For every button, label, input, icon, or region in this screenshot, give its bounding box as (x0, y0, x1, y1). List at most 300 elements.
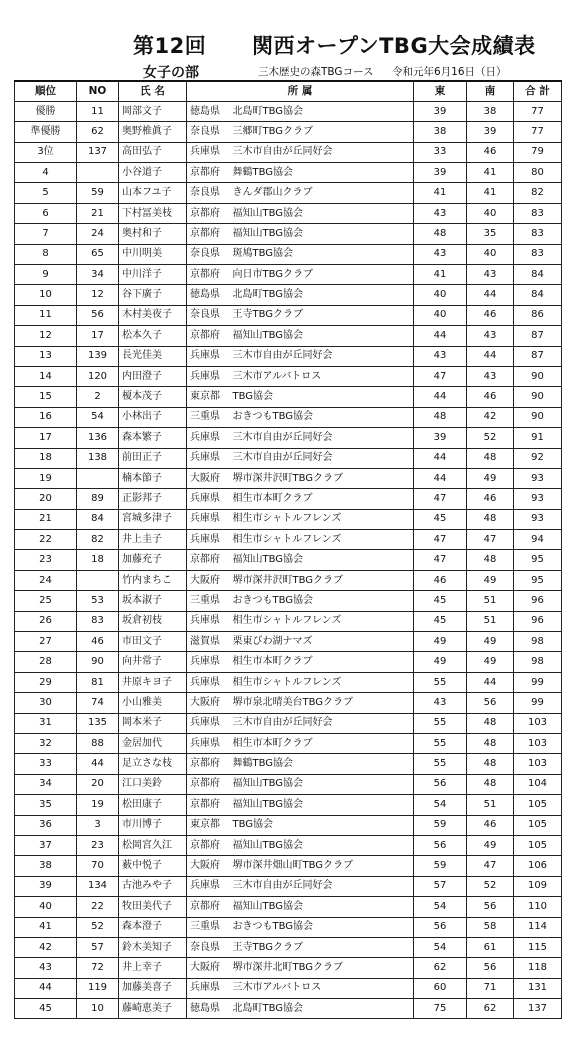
south-score-cell: 48 (467, 713, 514, 733)
club-cell: TBG協会 (231, 815, 414, 835)
total-score-cell: 79 (514, 142, 562, 162)
total-score-cell: 83 (514, 203, 562, 223)
south-score-cell: 51 (467, 795, 514, 815)
name-cell: 加藤充子 (119, 550, 187, 570)
club-cell: 三郷町TBGクラブ (231, 122, 414, 142)
club-cell: 福知山TBG協会 (231, 326, 414, 346)
name-cell: 向井常子 (119, 652, 187, 672)
total-score-cell: 90 (514, 366, 562, 386)
number-cell: 137 (77, 142, 119, 162)
name-cell: 坂倉初枝 (119, 611, 187, 631)
table-row (15, 163, 562, 183)
prefecture-cell: 大阪府 (187, 570, 231, 590)
col-header-south: 南 (467, 81, 514, 101)
name-cell: 薮中悦子 (119, 856, 187, 876)
number-cell: 139 (77, 346, 119, 366)
east-score-cell: 46 (414, 570, 467, 590)
south-score-cell: 56 (467, 693, 514, 713)
east-score-cell: 49 (414, 652, 467, 672)
number-cell: 20 (77, 774, 119, 794)
rank-cell: 11 (15, 305, 77, 325)
prefecture-cell: 京都府 (187, 897, 231, 917)
name-cell: 松岡宮久江 (119, 835, 187, 855)
table-row (15, 835, 562, 855)
rank-cell: 45 (15, 999, 77, 1019)
south-score-cell: 51 (467, 591, 514, 611)
club-cell: 舞鶴TBG協会 (231, 754, 414, 774)
name-cell: 長光佳美 (119, 346, 187, 366)
prefecture-cell: 奈良県 (187, 183, 231, 203)
east-score-cell: 40 (414, 305, 467, 325)
total-score-cell: 83 (514, 224, 562, 244)
club-cell: 北島町TBG協会 (231, 999, 414, 1019)
number-cell: 21 (77, 203, 119, 223)
south-score-cell: 43 (467, 326, 514, 346)
south-score-cell: 44 (467, 346, 514, 366)
club-cell: きんダ郡山クラブ (231, 183, 414, 203)
east-score-cell: 44 (414, 468, 467, 488)
number-cell: 88 (77, 734, 119, 754)
club-cell: 王寺TBGクラブ (231, 937, 414, 957)
east-score-cell: 43 (414, 693, 467, 713)
prefecture-cell: 三重県 (187, 917, 231, 937)
south-score-cell: 46 (467, 489, 514, 509)
table-row (15, 672, 562, 692)
club-cell: 相生市シャトルフレンズ (231, 530, 414, 550)
rank-cell: 30 (15, 693, 77, 713)
number-cell: 72 (77, 958, 119, 978)
total-score-cell: 95 (514, 570, 562, 590)
club-cell: 福知山TBG協会 (231, 550, 414, 570)
east-score-cell: 39 (414, 101, 467, 121)
table-row (15, 937, 562, 957)
east-score-cell: 40 (414, 285, 467, 305)
south-score-cell: 56 (467, 958, 514, 978)
south-score-cell: 52 (467, 876, 514, 896)
total-score-cell: 115 (514, 937, 562, 957)
club-cell: 三木市自由が丘同好会 (231, 346, 414, 366)
results-table (14, 80, 562, 1019)
number-cell: 84 (77, 509, 119, 529)
prefecture-cell: 京都府 (187, 203, 231, 223)
prefecture-cell: 兵庫県 (187, 530, 231, 550)
number-cell: 138 (77, 448, 119, 468)
south-score-cell: 44 (467, 672, 514, 692)
south-score-cell: 52 (467, 428, 514, 448)
table-row (15, 122, 562, 142)
club-cell: 三木市自由が丘同好会 (231, 448, 414, 468)
table-row (15, 917, 562, 937)
total-score-cell: 131 (514, 978, 562, 998)
name-cell: 中川洋子 (119, 265, 187, 285)
prefecture-cell: 徳島県 (187, 285, 231, 305)
name-cell: 森本澄子 (119, 917, 187, 937)
name-cell: 下村冨美枝 (119, 203, 187, 223)
number-cell: 83 (77, 611, 119, 631)
prefecture-cell: 大阪府 (187, 693, 231, 713)
total-score-cell: 118 (514, 958, 562, 978)
total-score-cell: 86 (514, 305, 562, 325)
east-score-cell: 48 (414, 407, 467, 427)
south-score-cell: 48 (467, 774, 514, 794)
table-row (15, 693, 562, 713)
east-score-cell: 38 (414, 122, 467, 142)
table-row (15, 305, 562, 325)
south-score-cell: 38 (467, 101, 514, 121)
number-cell: 90 (77, 652, 119, 672)
south-score-cell: 49 (467, 570, 514, 590)
total-score-cell: 95 (514, 550, 562, 570)
name-cell: 足立さな枝 (119, 754, 187, 774)
rank-cell: 5 (15, 183, 77, 203)
total-score-cell: 92 (514, 448, 562, 468)
name-cell: 小林出子 (119, 407, 187, 427)
south-score-cell: 51 (467, 611, 514, 631)
number-cell (77, 468, 119, 488)
prefecture-cell: 兵庫県 (187, 509, 231, 529)
table-row (15, 815, 562, 835)
prefecture-cell: 兵庫県 (187, 366, 231, 386)
rank-cell: 41 (15, 917, 77, 937)
east-score-cell: 49 (414, 632, 467, 652)
rank-cell: 25 (15, 591, 77, 611)
table-row (15, 550, 562, 570)
total-score-cell: 82 (514, 183, 562, 203)
table-row (15, 713, 562, 733)
south-score-cell: 41 (467, 183, 514, 203)
prefecture-cell: 兵庫県 (187, 978, 231, 998)
total-score-cell: 90 (514, 407, 562, 427)
south-score-cell: 58 (467, 917, 514, 937)
name-cell: 中川明美 (119, 244, 187, 264)
name-cell: 楠本節子 (119, 468, 187, 488)
total-score-cell: 105 (514, 815, 562, 835)
south-score-cell: 56 (467, 897, 514, 917)
prefecture-cell: 京都府 (187, 550, 231, 570)
col-header-no: NO (77, 81, 119, 101)
name-cell: 山本フユ子 (119, 183, 187, 203)
prefecture-cell: 京都府 (187, 795, 231, 815)
date-label: 令和元年6月16日（日） (392, 66, 507, 78)
name-cell: 市田文子 (119, 632, 187, 652)
south-score-cell: 40 (467, 244, 514, 264)
club-cell: 堺市深井畑山町TBGクラブ (231, 856, 414, 876)
total-score-cell: 77 (514, 101, 562, 121)
number-cell: 57 (77, 937, 119, 957)
rank-cell: 35 (15, 795, 77, 815)
total-score-cell: 104 (514, 774, 562, 794)
total-score-cell: 103 (514, 754, 562, 774)
table-row (15, 468, 562, 488)
club-cell: 三木市自由が丘同好会 (231, 713, 414, 733)
prefecture-cell: 東京都 (187, 815, 231, 835)
total-score-cell: 110 (514, 897, 562, 917)
prefecture-cell: 京都府 (187, 265, 231, 285)
total-score-cell: 109 (514, 876, 562, 896)
table-row (15, 509, 562, 529)
south-score-cell: 46 (467, 305, 514, 325)
number-cell: 70 (77, 856, 119, 876)
prefecture-cell: 京都府 (187, 835, 231, 855)
rank-cell: 22 (15, 530, 77, 550)
title-row (0, 30, 581, 60)
east-score-cell: 59 (414, 815, 467, 835)
rank-cell: 27 (15, 632, 77, 652)
rank-cell: 16 (15, 407, 77, 427)
col-header-rank: 順位 (15, 81, 77, 101)
club-cell: 三木市自由が丘同好会 (231, 428, 414, 448)
number-cell: 135 (77, 713, 119, 733)
east-score-cell: 55 (414, 734, 467, 754)
prefecture-cell: 奈良県 (187, 937, 231, 957)
total-score-cell: 103 (514, 713, 562, 733)
total-score-cell: 93 (514, 489, 562, 509)
table-row (15, 754, 562, 774)
east-score-cell: 43 (414, 346, 467, 366)
table-row (15, 326, 562, 346)
table-row (15, 795, 562, 815)
total-score-cell: 96 (514, 591, 562, 611)
name-cell: 前田正子 (119, 448, 187, 468)
table-row (15, 285, 562, 305)
number-cell (77, 163, 119, 183)
prefecture-cell: 東京都 (187, 387, 231, 407)
east-score-cell: 45 (414, 509, 467, 529)
number-cell: 74 (77, 693, 119, 713)
table-row (15, 876, 562, 896)
east-score-cell: 55 (414, 713, 467, 733)
table-row (15, 244, 562, 264)
prefecture-cell: 大阪府 (187, 856, 231, 876)
total-score-cell: 103 (514, 734, 562, 754)
col-header-total: 合 計 (514, 81, 562, 101)
total-score-cell: 84 (514, 265, 562, 285)
rank-cell: 準優勝 (15, 122, 77, 142)
east-score-cell: 56 (414, 917, 467, 937)
number-cell: 62 (77, 122, 119, 142)
prefecture-cell: 京都府 (187, 326, 231, 346)
east-score-cell: 43 (414, 244, 467, 264)
prefecture-cell: 兵庫県 (187, 876, 231, 896)
number-cell (77, 570, 119, 590)
number-cell: 12 (77, 285, 119, 305)
club-cell: 北島町TBG協会 (231, 101, 414, 121)
table-row (15, 448, 562, 468)
name-cell: 松田康子 (119, 795, 187, 815)
total-score-cell: 91 (514, 428, 562, 448)
south-score-cell: 47 (467, 856, 514, 876)
prefecture-cell: 兵庫県 (187, 734, 231, 754)
name-cell: 坂本淑子 (119, 591, 187, 611)
table-row (15, 856, 562, 876)
club-cell: 堺市深井沢町TBGクラブ (231, 570, 414, 590)
club-cell: 三木市自由が丘同好会 (231, 142, 414, 162)
number-cell: 56 (77, 305, 119, 325)
east-score-cell: 43 (414, 203, 467, 223)
name-cell: 小山雅美 (119, 693, 187, 713)
name-cell: 内田澄子 (119, 366, 187, 386)
rank-cell: 4 (15, 163, 77, 183)
south-score-cell: 46 (467, 142, 514, 162)
south-score-cell: 43 (467, 265, 514, 285)
name-cell: 松本久子 (119, 326, 187, 346)
south-score-cell: 41 (467, 163, 514, 183)
east-score-cell: 56 (414, 835, 467, 855)
table-row (15, 224, 562, 244)
club-cell: 堺市深井北町TBGクラブ (231, 958, 414, 978)
rank-cell: 17 (15, 428, 77, 448)
east-score-cell: 55 (414, 672, 467, 692)
club-cell: 相生市シャトルフレンズ (231, 611, 414, 631)
south-score-cell: 71 (467, 978, 514, 998)
name-cell: 加藤美喜子 (119, 978, 187, 998)
table-row (15, 978, 562, 998)
rank-cell: 42 (15, 937, 77, 957)
table-row (15, 142, 562, 162)
number-cell: 24 (77, 224, 119, 244)
club-cell: 三木市アルバトロス (231, 366, 414, 386)
prefecture-cell: 京都府 (187, 163, 231, 183)
south-score-cell: 47 (467, 530, 514, 550)
east-score-cell: 47 (414, 489, 467, 509)
number-cell: 19 (77, 795, 119, 815)
name-cell: 奥村和子 (119, 224, 187, 244)
rank-cell: 43 (15, 958, 77, 978)
name-cell: 鈴木美知子 (119, 937, 187, 957)
prefecture-cell: 三重県 (187, 407, 231, 427)
col-header-east: 東 (414, 81, 467, 101)
south-score-cell: 49 (467, 652, 514, 672)
rank-cell: 31 (15, 713, 77, 733)
table-row (15, 183, 562, 203)
club-cell: 北島町TBG協会 (231, 285, 414, 305)
table-row (15, 734, 562, 754)
table-row (15, 958, 562, 978)
prefecture-cell: 三重県 (187, 591, 231, 611)
east-score-cell: 44 (414, 387, 467, 407)
total-score-cell: 87 (514, 326, 562, 346)
name-cell: 奥野椎眞子 (119, 122, 187, 142)
south-score-cell: 42 (467, 407, 514, 427)
rank-cell: 24 (15, 570, 77, 590)
name-cell: 江口美鈴 (119, 774, 187, 794)
prefecture-cell: 兵庫県 (187, 346, 231, 366)
name-cell: 岡本米子 (119, 713, 187, 733)
rank-cell: 優勝 (15, 101, 77, 121)
rank-cell: 37 (15, 835, 77, 855)
table-row (15, 203, 562, 223)
name-cell: 牧田美代子 (119, 897, 187, 917)
club-cell: 福知山TBG協会 (231, 835, 414, 855)
venue-label: 三木歴史の森TBGコース (258, 66, 374, 78)
east-score-cell: 39 (414, 163, 467, 183)
table-row (15, 570, 562, 590)
east-score-cell: 60 (414, 978, 467, 998)
prefecture-cell: 滋賀県 (187, 632, 231, 652)
table-row (15, 897, 562, 917)
name-cell: 井上幸子 (119, 958, 187, 978)
rank-cell: 26 (15, 611, 77, 631)
table-row (15, 428, 562, 448)
club-cell: 斑鳩TBG協会 (231, 244, 414, 264)
prefecture-cell: 兵庫県 (187, 672, 231, 692)
number-cell: 11 (77, 101, 119, 121)
name-cell: 井上圭子 (119, 530, 187, 550)
east-score-cell: 41 (414, 183, 467, 203)
total-score-cell: 99 (514, 693, 562, 713)
name-cell: 小谷道子 (119, 163, 187, 183)
total-score-cell: 114 (514, 917, 562, 937)
subtitle-row (0, 62, 581, 82)
prefecture-cell: 奈良県 (187, 305, 231, 325)
table-row (15, 774, 562, 794)
name-cell: 谷下廣子 (119, 285, 187, 305)
rank-cell: 33 (15, 754, 77, 774)
name-cell: 藤崎恵美子 (119, 999, 187, 1019)
club-cell: 福知山TBG協会 (231, 774, 414, 794)
division-label: 女子の部 (143, 65, 199, 81)
total-score-cell: 98 (514, 652, 562, 672)
club-cell: おきつもTBG協会 (231, 591, 414, 611)
east-score-cell: 45 (414, 591, 467, 611)
east-score-cell: 54 (414, 897, 467, 917)
number-cell: 3 (77, 815, 119, 835)
rank-cell: 20 (15, 489, 77, 509)
prefecture-cell: 大阪府 (187, 468, 231, 488)
number-cell: 65 (77, 244, 119, 264)
total-score-cell: 84 (514, 285, 562, 305)
name-cell: 榎本茂子 (119, 387, 187, 407)
east-score-cell: 47 (414, 530, 467, 550)
south-score-cell: 62 (467, 999, 514, 1019)
total-score-cell: 83 (514, 244, 562, 264)
col-header-affiliation: 所 属 (187, 81, 414, 101)
name-cell: 市川博子 (119, 815, 187, 835)
east-score-cell: 57 (414, 876, 467, 896)
name-cell: 宮城多津子 (119, 509, 187, 529)
club-cell: 堺市深井沢町TBGクラブ (231, 468, 414, 488)
page-title: 関西オープンTBG大会成績表 (252, 34, 536, 58)
table-row (15, 489, 562, 509)
rank-cell: 12 (15, 326, 77, 346)
table-row (15, 652, 562, 672)
club-cell: 相生市本町クラブ (231, 652, 414, 672)
prefecture-cell: 兵庫県 (187, 428, 231, 448)
rank-cell: 23 (15, 550, 77, 570)
south-score-cell: 48 (467, 550, 514, 570)
number-cell: 59 (77, 183, 119, 203)
table-row (15, 999, 562, 1019)
table-row (15, 387, 562, 407)
rank-cell: 44 (15, 978, 77, 998)
total-score-cell: 93 (514, 509, 562, 529)
col-header-name: 氏 名 (119, 81, 187, 101)
south-score-cell: 61 (467, 937, 514, 957)
prefecture-cell: 徳島県 (187, 999, 231, 1019)
total-score-cell: 105 (514, 795, 562, 815)
number-cell: 82 (77, 530, 119, 550)
number-cell: 89 (77, 489, 119, 509)
club-cell: 王寺TBGクラブ (231, 305, 414, 325)
club-cell: 福知山TBG協会 (231, 795, 414, 815)
table-row (15, 611, 562, 631)
south-score-cell: 44 (467, 285, 514, 305)
table-row (15, 407, 562, 427)
rank-cell: 40 (15, 897, 77, 917)
prefecture-cell: 京都府 (187, 224, 231, 244)
tournament-round: 第12回 (133, 34, 207, 58)
name-cell: 正影邦子 (119, 489, 187, 509)
